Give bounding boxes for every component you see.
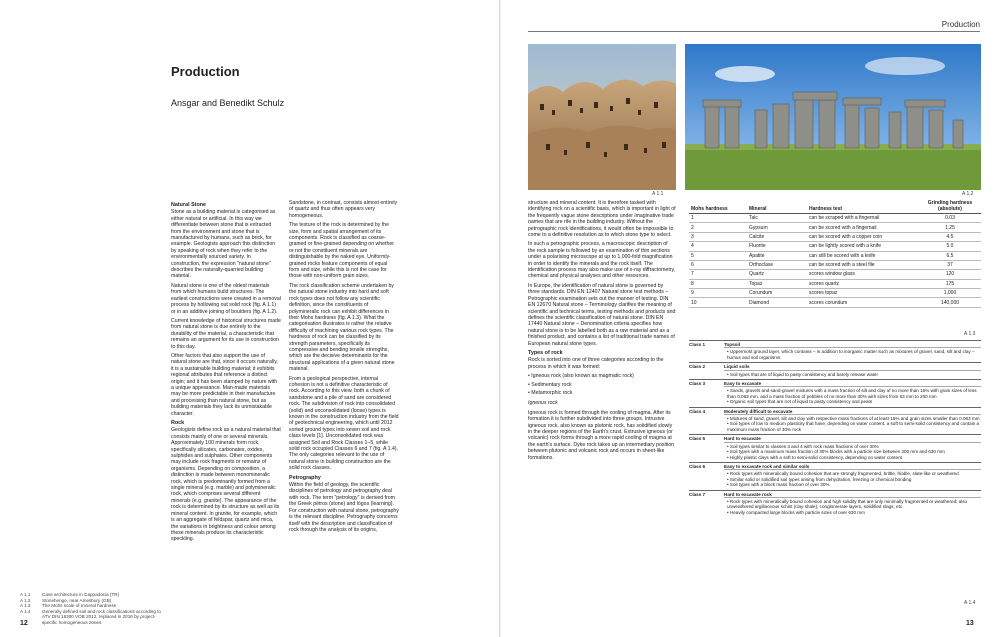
list-item: • Soil types with a maximum mass fraction of 30% blocks with a particle size between 200 mm and 630 mm xyxy=(724,449,981,454)
soil-class-body xyxy=(724,409,981,433)
table-cell: 2 xyxy=(689,223,747,232)
figure-label-a14: A 1.4 xyxy=(964,600,976,606)
paragraph: In such a petrographic process, a macroscopic description of the rock sample is followed by an examination of thin sections under a polarising microscope at up to 1,000-fold magnification in order to identify the minerals and the rock itself. The identification process may also make use of x-ray diffractometry, chemical and physical analyses and other resources. xyxy=(528,241,676,280)
table-row xyxy=(689,270,981,279)
paragraph: In Europe, the identification of natural stone is governed by three standards. DIN EN 12407 Natural stone test methods – Petrographic examination sets out the manner of testing. DIN EN 12670 Natural stone – Terminology clarifies the meaning of scientific and technical terms, testing methods and products and defines the scientific classification of natural stone. DIN EN 17440 Natural stone – Denomination criteria specifies how natural stone is to be labelled both as a raw material and as a finished product, and contains a list of traditional trade names of European natural stone types. xyxy=(528,282,676,347)
table-cell: 9 xyxy=(689,289,747,298)
soil-class-name: Class 5 xyxy=(689,436,706,442)
list-item: • Rock types with mineralically bound cohesion and high solidity that are only minimally fragmented or weathered; also unweathered argillaceous schist (clay shale), conglomerate layers, solidified slags, etc. xyxy=(724,499,981,510)
table-cell: scores topaz xyxy=(807,289,919,298)
table-cell: 1 xyxy=(689,214,747,223)
table-row xyxy=(689,223,981,232)
soil-class-body xyxy=(724,381,981,405)
list-item: • Igneous rock (also known as magmatic rock) xyxy=(528,373,634,380)
table-cell: 0.03 xyxy=(919,214,981,223)
header-rule xyxy=(528,31,980,32)
list-item: • Sands, gravels and sand-gravel mixtures with a mass fraction of silt and clay of no more than 15% with grain sizes of less than 0.063 mm, and a mass fraction of pebbles of no more than 30% with sizes from 63 mm to 200 mm xyxy=(724,388,981,399)
table-cell: scores window glass xyxy=(807,270,919,279)
soil-class-items xyxy=(724,499,981,515)
soil-class-items xyxy=(724,416,981,432)
table-row xyxy=(689,251,981,260)
paragraph: The texture of the rock is determined by the size, form and spatial arrangement of its components. Rock is classified as coarse-grained or fine-grained depending on whether or not the constituent minerals are distinguishable by the naked eye. Uniformly-grained rocks feature components of equal form and size, while this is not the case for those with non-uniform grain sizes. xyxy=(289,222,394,280)
soil-class-title: Hard to excavate rock xyxy=(724,492,981,498)
soil-class-items xyxy=(724,388,981,404)
figure-label-a13: A 1.3 xyxy=(964,331,976,337)
soil-class-row xyxy=(689,462,981,488)
soil-class-items xyxy=(724,471,981,487)
table-cell: 6 xyxy=(689,260,747,269)
chapter-authors: Ansgar and Benedikt Schulz xyxy=(171,98,285,108)
soil-class-name: Class 2 xyxy=(689,364,706,370)
table-cell: 4 xyxy=(689,242,747,251)
table-cell: can still be scored with a knife xyxy=(807,251,919,260)
table-cell: 10 xyxy=(689,298,747,307)
list-item: • Uppermost ground layer, which contains – in addition to inorganic matter such as mixtures of gravel, sand, silt and clay – humus and soil organisms xyxy=(724,349,981,360)
list-item: • Soil types of low to medium plasticity that have, depending on water content, a soft to semi-solid consistency and contain a maximum mass fraction of 30% rock xyxy=(724,421,981,432)
list-item: • Soil types similar to classes 3 and 4 with rock mass fractions of over 30% xyxy=(724,444,981,449)
table-cell: can be lightly scored with a knife xyxy=(807,242,919,251)
table-cell: 7 xyxy=(689,270,747,279)
table-cell: can be scored with a steel file xyxy=(807,260,919,269)
page-number-left: 12 xyxy=(20,620,28,627)
list-item: • Metamorphic rock xyxy=(528,389,573,396)
figure-label-a11: A 1.1 xyxy=(652,191,664,197)
soil-class-name: Class 1 xyxy=(689,342,706,347)
soil-class-items xyxy=(724,349,981,360)
table-cell: scores corundum xyxy=(807,298,919,307)
table-row xyxy=(689,214,981,223)
table-cell: 175 xyxy=(919,279,981,288)
soil-class-title: Easy to excavate xyxy=(724,381,981,387)
section-heading-petrography: Petrography xyxy=(289,474,321,481)
table-cell: 1,000 xyxy=(919,289,981,298)
soil-rock-classes-table xyxy=(689,338,981,515)
paragraph: Other factors that also support the use of natural stone are that, since it occurs naturally, it is a sustainable building material; it exhibits regional attributes that reference a distinct origin; and it has been stamped by nature with a unique appearance. Man-made materials may be more predictable in their manufacture and processing than natural stone, but as building materials they lack its unmistakable character. xyxy=(171,352,278,417)
list-item: • Soil types with a block mass fraction of over 30% xyxy=(724,482,981,487)
soil-class-title: Liquid soils xyxy=(724,364,981,370)
list-item: • Similar solid or solidified soil types arising from dehydration, freezing or chemical bonding xyxy=(724,477,981,482)
page-number-right: 13 xyxy=(966,620,974,627)
soil-class-body xyxy=(724,436,981,460)
soil-class-body xyxy=(724,364,981,377)
table-cell: Orthoclase xyxy=(747,260,807,269)
section-heading-types-of-rock: Types of rock xyxy=(528,349,563,356)
running-header: Production xyxy=(941,20,980,29)
soil-class-title: Moderately difficult to excavate xyxy=(724,409,981,415)
paragraph: structure and mineral content. It is therefore tasked with identifying rock on a scientific basis, which is important in light of the frequently vague stone descriptions under imaginative trade names that are rife in the building industry. Without the petrographic rock identifications, it would often be impossible to come to a definitive resolution as to which stone type to select. xyxy=(528,200,676,239)
soil-class-body xyxy=(724,464,981,488)
table-cell: 3 xyxy=(689,232,747,241)
section-heading-natural-stone: Natural Stone xyxy=(171,202,207,208)
table-cell: 5.0 xyxy=(919,242,981,251)
table-cell: Corundum xyxy=(747,289,807,298)
paragraph: Rock is sorted into one of three categories according to the process in which it was formed: xyxy=(528,357,664,370)
column-header: Mineral xyxy=(747,199,807,214)
figure-label-a12: A 1.2 xyxy=(962,191,974,197)
figure-captions xyxy=(20,592,165,626)
cappadocia-cave-photo xyxy=(528,44,676,190)
soil-class-row xyxy=(689,434,981,460)
table-row xyxy=(689,242,981,251)
table-cell: Quartz xyxy=(747,270,807,279)
table-cell: Fluorite xyxy=(747,242,807,251)
list-item: • Mixtures of sand, gravel, silt and clay with respective mass fractions of at least 15% and grain sizes smaller than 0.063 mm xyxy=(724,416,981,421)
paragraph: From a geological perspective, internal cohesion is not a definitive characteristic of rock. According to this view, both a chunk of sandstone and a pile of sand are considered rock. The subdivision of rock into consolidated (solid) and unconsolidated (loose) types is known in the construction industry from the field of geotechnical engineering, which until 2012 sorted ground types into seven soil and rock class levels [1]. Unconsolidated rock was assigned Soil and Rock Classes 1–5, while solid rock occupied Classes 6 and 7 (fig. A 1.4). The only categories relevant to the use of natural stone in building construction are the solid rock classes. xyxy=(289,375,399,472)
soil-class-row xyxy=(689,340,981,360)
list-item: • Highly plastic clays with a soft to semi-solid consistency, depending on water content xyxy=(724,455,981,460)
table-cell: 37 xyxy=(919,260,981,269)
soil-class-row xyxy=(689,490,981,516)
column-header: Mohs hardness xyxy=(689,199,747,214)
table-cell: can be scored with a copper coin xyxy=(807,232,919,241)
table-cell: scores quartz xyxy=(807,279,919,288)
text-column-1 xyxy=(171,200,281,628)
table-cell: 1.25 xyxy=(919,223,981,232)
paragraph: Natural stone is one of the oldest materials from which humans build structures. The earliest constructions were created in a removal process by hollowing out solid rock (fig. A 1.1) or in an additive joining of boulders (fig. A 1.2). xyxy=(171,282,281,315)
paragraph: Stone as a building material is categorised as either natural or artificial. In this way we differentiate between stone that is extracted from the environment and stone that is manufactured by humans, such as brick, for example. Geologists approach this distinction by speaking of rock when they refer to the environmentally sourced variety. In construction, the expression "natural stone" describes the naturally-quarried building material. xyxy=(171,209,276,280)
column-header: Grinding hardness (absolute) xyxy=(919,199,981,214)
table-header-row xyxy=(689,199,981,214)
table-cell: can be scored with a fingernail xyxy=(807,223,919,232)
soil-class-items xyxy=(724,444,981,460)
list-item: • Rock types with mineralically bound cohesion that are strongly fragmented, brittle, friable, slate-like or weathered xyxy=(724,471,981,476)
paragraph: Geologists define rock as a natural material that consists mainly of one or several minerals. Approximately 100 minerals form rock, specifically silicates, carbonates, oxides, sulphides and sulphates. Other components may include rock fragments or remains of organisms. Depending on composition, a distinction is made between monomineralic rock, which is predominantly formed from a single mineral (e.g. marble) and polymineralic rock, which comprises several different minerals (e.g. granite). The appearance of the rock is determined by its structure as well as its mineral content. In granite, for example, which is an aggregate of feldspar, quartz and mica, the variations in brightness and colour among these minerals produce its characteristic speckling. xyxy=(171,427,281,543)
caption-row: A 1.2 Stonehenge, near Amesbury (GB) xyxy=(20,597,112,603)
table-cell: 140,000 xyxy=(919,298,981,307)
mohs-hardness-table xyxy=(689,199,981,308)
soil-class-name: Class 4 xyxy=(689,408,706,414)
table-cell: 5 xyxy=(689,251,747,260)
paragraph: Within the field of geology, the scientific disciplines of petrology and petrography deal with rock. The term "petrology" is derived from the Greek pétros (stone) and lógos (learning). For construction with natural stone, petrography is the relevant discipline. Petrography concerns itself with the description and classification of rock through the analysis of its origins, xyxy=(289,482,399,533)
paragraph: Sandstone, in contrast, consists almost entirely of quartz and thus often appears very homogeneous. xyxy=(289,200,398,219)
table-row xyxy=(689,298,981,307)
soil-class-name: Class 7 xyxy=(689,491,706,497)
column-header: Hardness test xyxy=(807,199,919,214)
table-cell: 8 xyxy=(689,279,747,288)
caption-row: A 1.4 Generally defined soil and rock classifications according to ATV DIN 18300 VOB 2012, replaced in 2016 by project-specific homogeneous zones xyxy=(20,608,161,625)
table-cell: Talc xyxy=(747,214,807,223)
soil-class-body xyxy=(724,342,981,360)
table-cell: 4.5 xyxy=(919,232,981,241)
soil-class-title: Hard to excavate xyxy=(724,436,981,442)
soil-class-row xyxy=(689,379,981,405)
section-heading-rock: Rock xyxy=(171,420,185,426)
table-cell: Topaz xyxy=(747,279,807,288)
table-row xyxy=(689,289,981,298)
table-cell: Diamond xyxy=(747,298,807,307)
table-cell: Calcite xyxy=(747,232,807,241)
soil-class-title: Topsoil xyxy=(724,342,981,348)
soil-class-name: Class 3 xyxy=(689,381,706,387)
soil-class-row xyxy=(689,362,981,377)
soil-class-items xyxy=(724,372,981,377)
list-item: • Heavily compacted large blocks with particle sizes of over 630 mm xyxy=(724,510,981,515)
soil-class-body xyxy=(724,492,981,516)
table-row xyxy=(689,232,981,241)
soil-class-name: Class 6 xyxy=(689,463,706,469)
paragraph: Igneous rock is formed through the cooling of magma. After its formation it is further subdivided into three groups. Intrusive igneous rock, also known as plutonic rock, has solidified slowly in the deeper regions of the Earth's crust. Extrusive igneous (or volcanic) rock forms through a more rapid cooling of magma at the earth's surface. Dyke rock takes up an intermediary position between plutonic and volcanic rock and occurs in sheet-like formations. xyxy=(528,409,675,461)
stonehenge-photo xyxy=(685,44,981,190)
paragraph: The rock classification scheme undertaken by the natural stone industry into hard and soft rock types does not follow any scientific definition, since the constituents of polymineralic rock can exhibit differences in their Mohs hardness (fig. A 1.3). What the categorisation illustrates is rather the relative difficulty of machining various rock types. The hardness of rock can be classified by its strength parameters, specifically its compressive and bending tensile strengths, which are the decisive determinants for the structural applications of a given natural stone material. xyxy=(289,282,395,373)
soil-class-title: Easy to excavate rock and similar soils xyxy=(724,464,981,470)
list-item: • Organic soil types that are not of liquid to pasty consistency and peats xyxy=(724,399,981,404)
paragraph: Current knowledge of historical structures made from natural stone is due entirely to the durability of the material, a characteristic that remains an argument for its use in construction to this day. xyxy=(171,317,281,350)
caption-row: A 1.3 The Mohs scale of mineral hardness xyxy=(20,603,117,609)
chapter-title: Production xyxy=(171,64,240,79)
table-cell: Gypsum xyxy=(747,223,807,232)
caption-row: A 1.1 Cave architecture in Cappadocia (TR) xyxy=(20,592,120,597)
table-cell: 6.5 xyxy=(919,251,981,260)
table-cell: 120 xyxy=(919,270,981,279)
soil-class-row xyxy=(689,407,981,433)
text-column-2 xyxy=(289,200,399,628)
table-cell: can be scraped with a fingernail xyxy=(807,214,919,223)
table-cell: Apatite xyxy=(747,251,807,260)
table-row xyxy=(689,260,981,269)
list-item: • Soil types that are of liquid to pasty consistency and barely release water xyxy=(724,372,981,377)
gutter-shadow xyxy=(499,0,501,637)
text-column-3 xyxy=(528,200,676,628)
list-item: • Sedimentary rock xyxy=(528,381,572,388)
subheading-igneous-rock: Igneous rock xyxy=(528,400,558,407)
table-row xyxy=(689,279,981,288)
